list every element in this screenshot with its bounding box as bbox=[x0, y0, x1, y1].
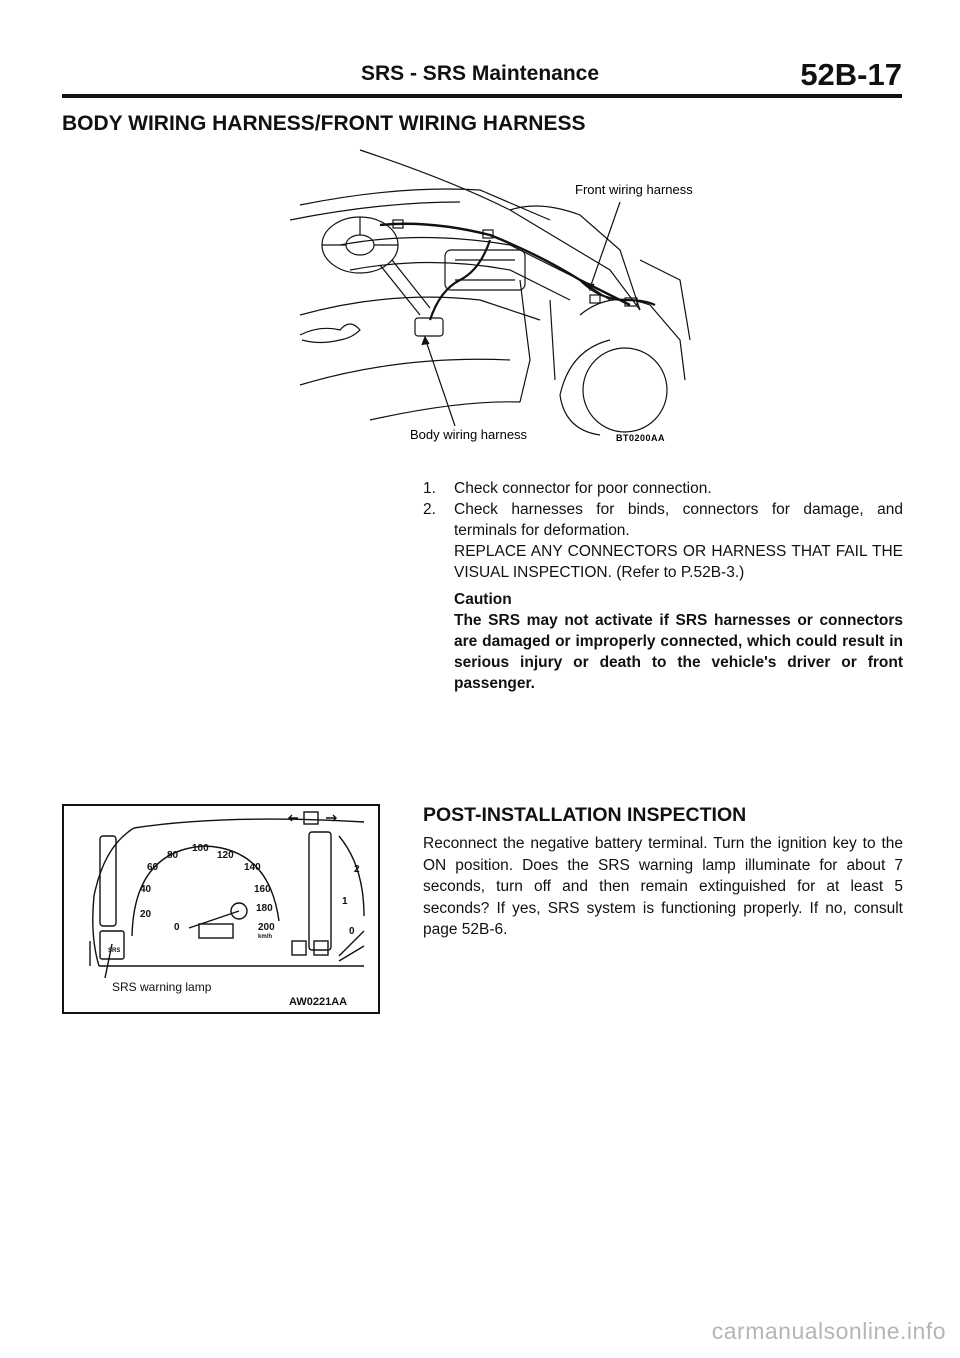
inspection-steps bbox=[423, 478, 903, 694]
list-item bbox=[423, 478, 903, 499]
header-rule bbox=[62, 94, 902, 98]
speed-tick: 40 bbox=[140, 884, 152, 895]
caution-title: Caution bbox=[454, 591, 512, 608]
step-number: 1. bbox=[423, 480, 436, 497]
list-item bbox=[423, 499, 903, 583]
front-harness-label: Front wiring harness bbox=[575, 182, 693, 197]
speed-tick: 160 bbox=[254, 884, 271, 895]
speed-tick: 200 bbox=[258, 922, 275, 933]
tach-tick: 1 bbox=[342, 896, 348, 907]
step-continuation: REPLACE ANY CONNECTORS OR HARNESS THAT FAIL THE VISUAL INSPECTION. (Refer to P.52B-3.) bbox=[454, 543, 903, 581]
warning-lamp-figure bbox=[62, 804, 380, 1014]
speed-tick: 20 bbox=[140, 909, 152, 920]
figure-code-bt0200aa: BT0200AA bbox=[616, 433, 666, 443]
srs-lamp-text: SRS bbox=[108, 948, 121, 954]
step-text: Check connector for poor connection. bbox=[454, 480, 712, 497]
speed-tick: 80 bbox=[167, 850, 179, 861]
watermark: carmanualsonline.info bbox=[711, 1318, 946, 1344]
figure-code-aw0221aa: AW0221AA bbox=[289, 996, 348, 1008]
car-interior-illustration bbox=[280, 140, 720, 450]
speed-tick: 60 bbox=[147, 862, 159, 873]
page-header-title: SRS - SRS Maintenance bbox=[360, 62, 600, 85]
post-installation-paragraph: Reconnect the negative battery terminal. Turn the ignition key to the ON position. Does the SRS warning lamp illuminate for about 7 seconds, turn off and then remain extinguished for at least 5 seconds? If yes, SRS system is functioning properly. If no, consult page 52B-6. bbox=[423, 835, 903, 938]
page-number: 52B-17 bbox=[800, 57, 902, 92]
tach-tick: 0 bbox=[349, 926, 355, 937]
body-harness-label: Body wiring harness bbox=[410, 427, 528, 442]
speed-tick: 100 bbox=[192, 843, 209, 854]
speed-tick: 180 bbox=[256, 903, 273, 914]
step-number: 2. bbox=[423, 501, 436, 518]
instrument-cluster-illustration bbox=[64, 806, 378, 1012]
caution-block bbox=[423, 589, 903, 694]
step-text: Check harnesses for binds, connectors for damage, and terminals for deformation. bbox=[454, 501, 903, 539]
caution-text: The SRS may not activate if SRS harnesses or connectors are damaged or improperly connected, which could result in serious injury or death to the vehicle's driver or front passenger. bbox=[454, 612, 903, 692]
speed-unit: km/h bbox=[258, 934, 273, 940]
wiring-harness-figure bbox=[280, 140, 720, 450]
speed-tick: 120 bbox=[217, 850, 234, 861]
srs-warning-lamp-label: SRS warning lamp bbox=[112, 980, 212, 994]
tach-tick: 2 bbox=[354, 864, 360, 875]
speed-tick: 0 bbox=[174, 922, 180, 933]
section-heading-post-installation: POST-INSTALLATION INSPECTION bbox=[423, 804, 747, 826]
section-heading-wiring-harness: BODY WIRING HARNESS/FRONT WIRING HARNESS bbox=[62, 112, 586, 135]
speed-tick: 140 bbox=[244, 862, 261, 873]
